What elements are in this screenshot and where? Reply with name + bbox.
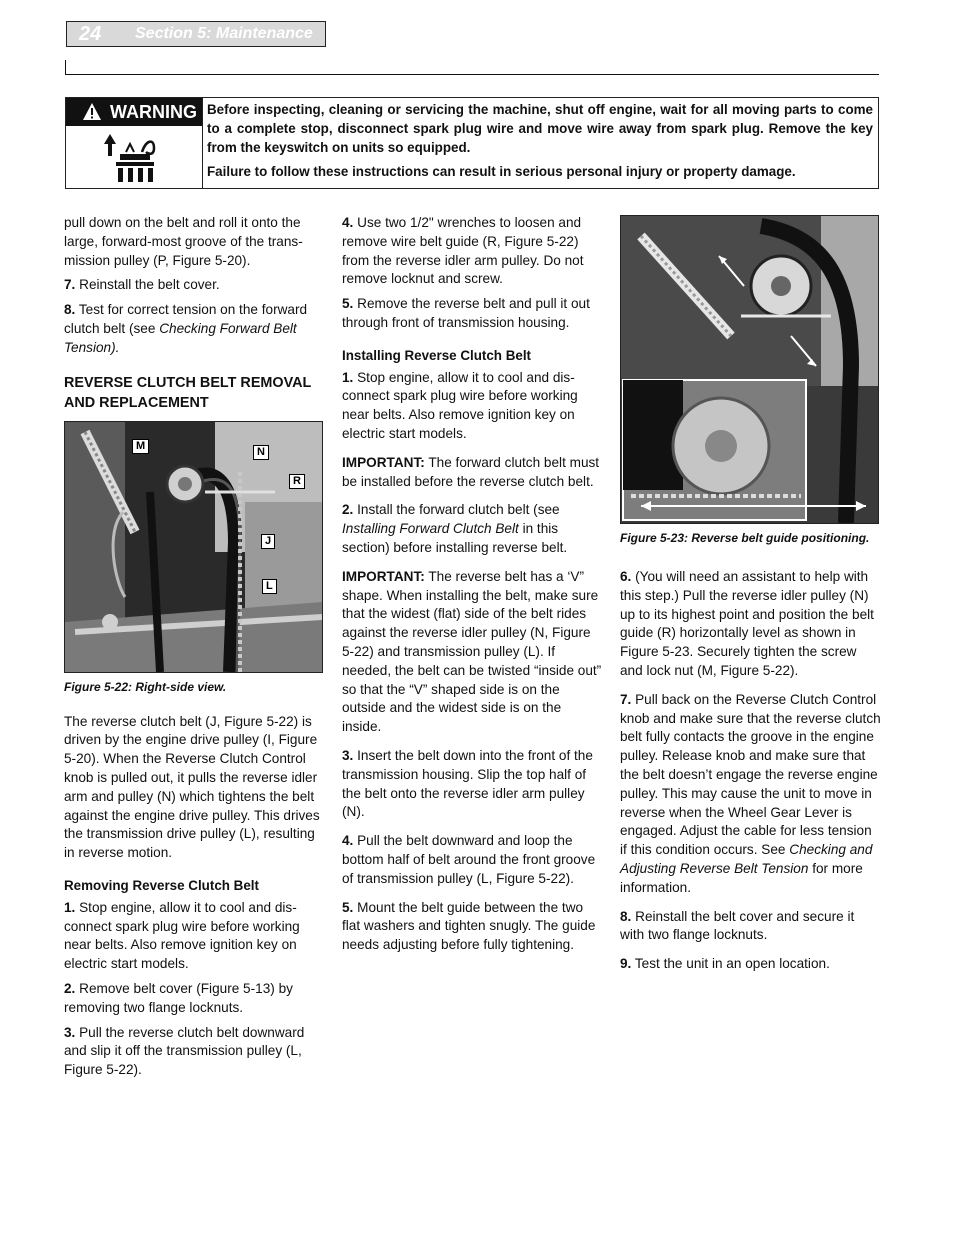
spark-plug-disconnect-icon [102,132,158,184]
cross-reference: Installing Forward Clutch Belt [342,521,519,537]
section-header-tab [66,21,326,47]
remove-step-4: 4. Use two 1/2" wrenches to loosen and remove wire belt guide (R, Figure 5-22) from the reverse idler arm pulley. Do not remove locknut and screw. [342,215,584,287]
remove-step-5: 5. Remove the reverse belt and pull it out through front of transmission housing. [342,296,590,330]
column-middle [342,214,602,961]
figure-label-l: L [262,579,277,594]
column-right [620,214,882,980]
install-step-4: 4. Pull the belt downward and loop the bottom half of belt around the front groove of transmission pulley (L, Figure 5-22). [342,833,596,886]
install-step-7: 7. Pull back on the Reverse Clutch Control knob and make sure that the reverse clutch belt fully contacts the groove in the engine pulley. Release knob and make sure that the belt doesn’t engage the reverse engine pulley. This may cause the unit to move in reverse when the Wheel Gear Lever is engaged. Adjust the cable for less tension if this condition occurs. See Checking and Adjusting Reverse Belt Tension for more information. [620,691,881,895]
right-side-view-illustration [65,422,322,672]
warning-label: WARNING [110,102,197,122]
figure-5-23-caption: Figure 5-23: Reverse belt guide positioning. [620,531,870,545]
remove-step-1: 1. Stop engine, allow it to cool and dis-connect spark plug wire before working near belts. Also remove ignition key on electric start models. [64,899,300,972]
subheading-removing: Removing Reverse Clutch Belt [64,877,259,893]
page-number: 24 [79,23,102,45]
warning-banner [66,98,202,126]
warning-consequence: Failure to follow these instructions can result in serious personal injury or property damage. [207,164,796,179]
figure-label-j: J [261,534,275,549]
install-step-9: 9. Test the unit in an open location. [620,956,830,972]
install-step-6: 6. (You will need an assistant to help with this step.) Pull the reverse idler pulley (N) up to its highest point and position the belt guide (R) horizontally level as shown in Figure 5-23. Securely tighten the screw and lock nut (M, Figure 5-22). [620,569,874,678]
install-step-3: 3. Insert the belt down into the front of the transmission housing. Slip the top half of the belt onto the reverse idler arm pulley (N). [342,747,593,820]
warning-symbol-panel [66,98,203,188]
subheading-installing: Installing Reverse Clutch Belt [342,347,532,363]
cross-reference: Checking Forward Belt Tension). [64,320,297,355]
figure-label-r: R [289,474,305,489]
warning-triangle-icon [82,102,102,122]
paragraph-continued: pull down on the belt and roll it onto the large, forward-most groove of the trans-mission pulley (P, Figure 5-20). [64,215,303,268]
warning-text [207,100,873,181]
belt-guide-positioning-illustration [621,216,878,523]
header-rule-vertical [65,60,66,75]
install-step-2: 2. Install the forward clutch belt (see Installing Forward Clutch Belt in this section) before installing reverse belt. [342,502,568,555]
install-step-1: 1. Stop engine, allow it to cool and dis-connect spark plug wire before working near belts. Also remove ignition key on electric start models. [342,369,578,441]
figure-5-22-caption: Figure 5-22: Right-side view. [64,679,227,694]
reverse-belt-description: The reverse clutch belt (J, Figure 5-22) is driven by the engine drive pulley (I, Figure 5-20). When the Reverse Clutch Control knob is pulled out, it pulls the reverse idler arm and pulley (N) which tightens the belt against the engine drive pulley. This drives the transmission drive pulley (L), resulting in reverse motion. [64,713,320,861]
warning-instruction: Before inspecting, cleaning or servicing the machine, shut off engine, wait for all moving parts to come to a complete stop, disconnect spark plug wire and move wire away from spark plug. Remove the key from the keyswitch on units so equipped. [207,102,873,155]
remove-step-3: 3. Pull the reverse clutch belt downward and slip it off the transmission pulley (L, Figure 5-22). [64,1024,305,1078]
remove-step-2: 2. Remove belt cover (Figure 5-13) by removing two flange locknuts. [64,980,293,1015]
header-rule [65,74,879,75]
section-title: Section 5: Maintenance [135,25,313,42]
figure-5-22-photo [64,421,323,673]
cross-reference: Checking and Adjusting Reverse Belt Tension [620,842,873,876]
step-8: 8. Test for correct tension on the forward clutch belt (see Checking Forward Belt Tension). [64,302,308,355]
column-left [64,214,324,1086]
install-step-8: 8. Reinstall the belt cover and secure it with two flange locknuts. [620,908,855,943]
step-7: 7. Reinstall the belt cover. [64,277,220,293]
install-step-5: 5. Mount the belt guide between the two flat washers and tighten snugly. The guide needs adjusting before fully tightening. [342,899,596,953]
important-note-1: IMPORTANT: The forward clutch belt must be installed before the reverse clutch belt. [342,454,600,489]
section-heading: REVERSE CLUTCH BELT REMOVAL AND REPLACEMENT [64,374,312,411]
important-note-2: IMPORTANT: The reverse belt has a ‘V” shape. When installing the belt, make sure that the widest (flat) side of the belt rides against the reverse idler pulley (N, Figure 5-22) and transmission pulley (L). If needed, the belt can be twisted “inside out” so that the “V” shaped side is on the outside and the widest side is on the inside. [342,568,602,735]
figure-label-m: M [132,439,149,454]
warning-box [65,97,879,189]
figure-label-n: N [253,445,269,460]
figure-5-23-photo [620,215,879,524]
